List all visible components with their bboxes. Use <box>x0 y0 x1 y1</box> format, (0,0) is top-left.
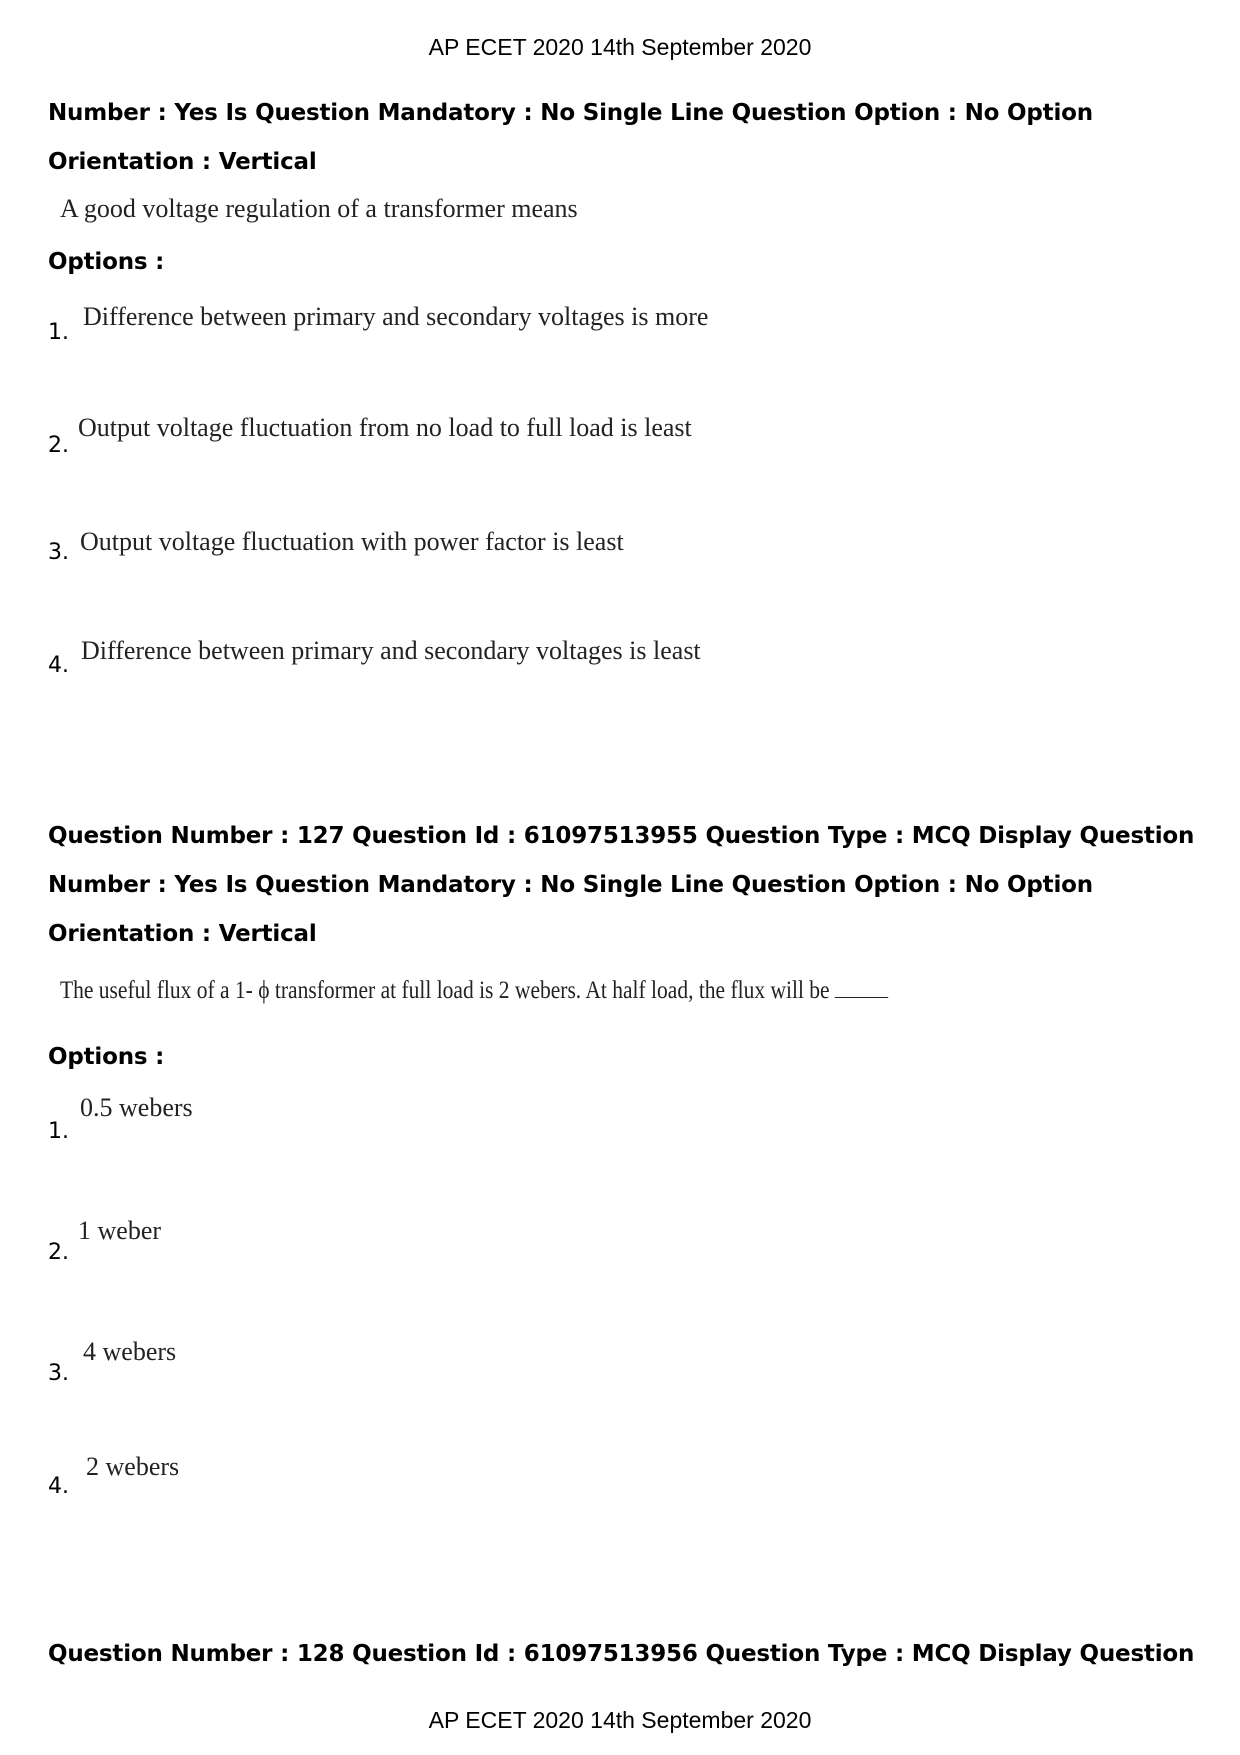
q126-option-1-number: 1. <box>48 320 69 345</box>
q126-option-4-text: Difference between primary and secondary voltages is least <box>81 636 701 665</box>
q127-option-2-number: 2. <box>48 1240 69 1265</box>
q127-option-4-text: 2 webers <box>86 1452 180 1481</box>
q126-option-2-text: Output voltage fluctuation from no load to full load is least <box>78 413 692 442</box>
q127-option-1-number: 1. <box>48 1119 69 1144</box>
q126-meta-line2: Orientation : Vertical <box>48 149 317 175</box>
q126-option-3-text: Output voltage fluctuation with power factor is least <box>80 527 624 556</box>
q127-option-4-number: 4. <box>48 1474 69 1499</box>
q128-meta-line1: Question Number : 128 Question Id : 61097513956 Question Type : MCQ Display Question <box>48 1641 1195 1667</box>
q127-meta-line1: Question Number : 127 Question Id : 61097513955 Question Type : MCQ Display Question <box>48 823 1195 849</box>
q126-meta-line1: Number : Yes Is Question Mandatory : No Single Line Question Option : No Option <box>48 100 1093 126</box>
q126-options-label: Options : <box>48 249 165 275</box>
q126-option-2-number: 2. <box>48 433 69 458</box>
q127-question-text <box>60 975 888 1005</box>
page-footer: AP ECET 2020 14th September 2020 <box>428 1707 812 1733</box>
q126-question-text: A good voltage regulation of a transformer means <box>60 194 578 223</box>
q127-option-3-number: 3. <box>48 1361 69 1386</box>
q127-question-sentence: The useful flux of a 1- ϕ transformer at full load is 2 webers. At half load, the flux will be <box>60 977 830 1004</box>
q126-option-3-number: 3. <box>48 540 69 565</box>
q127-option-3-text: 4 webers <box>83 1337 177 1366</box>
page-header: AP ECET 2020 14th September 2020 <box>428 34 812 60</box>
q127-meta-line2: Number : Yes Is Question Mandatory : No Single Line Question Option : No Option <box>48 872 1093 898</box>
q126-option-4-number: 4. <box>48 653 69 678</box>
q126-option-1-text: Difference between primary and secondary voltages is more <box>83 302 709 331</box>
q127-option-1-text: 0.5 webers <box>80 1093 193 1122</box>
q127-options-label: Options : <box>48 1044 165 1070</box>
q127-option-2-text: 1 weber <box>78 1216 162 1245</box>
answer-blank <box>835 975 888 998</box>
q127-meta-line3: Orientation : Vertical <box>48 921 317 947</box>
